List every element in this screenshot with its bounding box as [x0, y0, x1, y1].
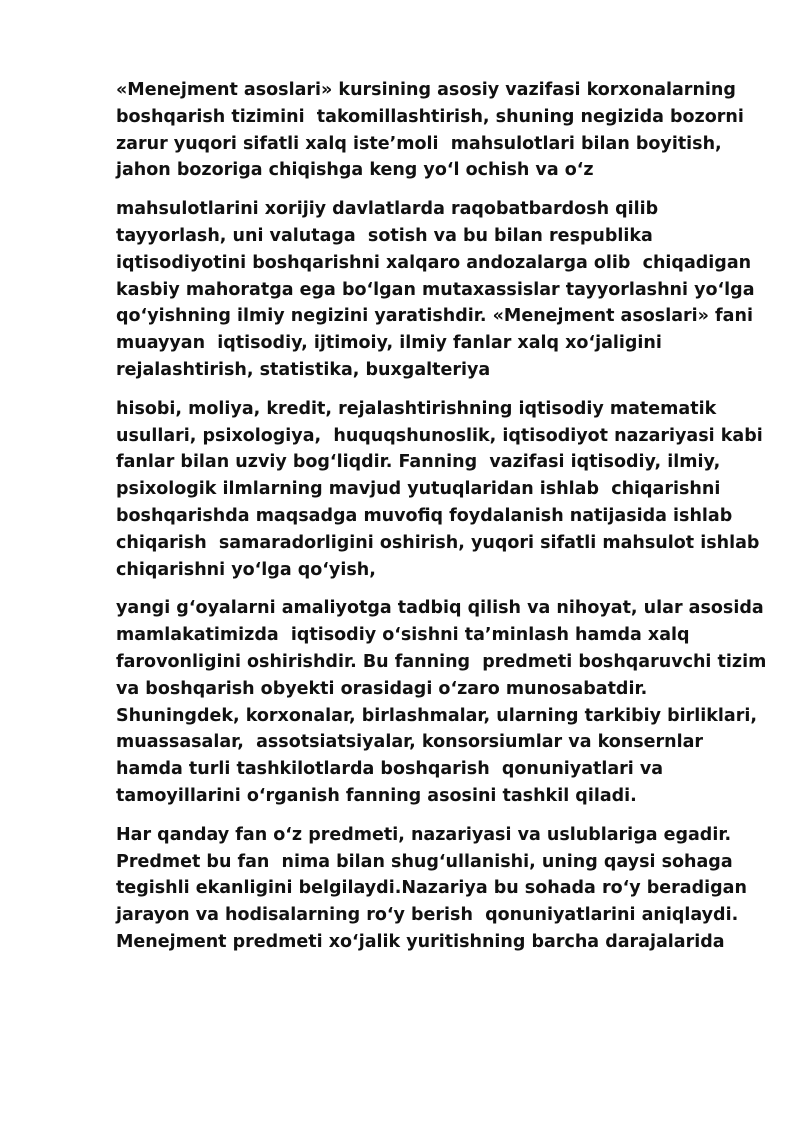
paragraph-3 [116, 396, 763, 584]
text-line: psixologik ilmlarning mavjud yutuqlaridan ishlab chiqarishni [116, 479, 721, 500]
text-line: muayyan iqtisodiy, ijtimoiy, ilmiy fanlar xalq xo‘jaligini [116, 333, 662, 354]
text-line: iqtisodiyotini boshqarishni xalqaro andozalarga olib chiqadigan [116, 252, 752, 273]
text-line: mahsulotlarini xorijiy davlatlarda raqobatbardosh qilib [116, 199, 659, 220]
text-line: boshqarish tizimini takomillashtirish, shuning negizida bozorni [116, 106, 744, 127]
text-line: Predmet bu fan nima bilan shug‘ullanishi, uning qaysi sohaga [116, 851, 733, 872]
text-line: va boshqarish obyekti orasidagi o‘zaro munosabatdir. [116, 678, 648, 699]
text-line: chiqarish samaradorligini oshirish, yuqori sifatli mahsulot ishlab [116, 532, 760, 553]
text-line: hisobi, moliya, kredit, rejalashtirishning iqtisodiy matematik [116, 398, 717, 419]
text-line: chiqarishni yo‘lga qo‘yish, [116, 559, 376, 580]
text-line: rejalashtirish, statistika, buxgalteriya [116, 359, 491, 380]
text-line: muassasalar, assotsiatsiyalar, konsorsiumlar va konsernlar [116, 732, 704, 753]
text-line: tegishli ekanligini belgilaydi.Nazariya bu sohada ro‘y beradigan [116, 878, 747, 899]
text-line: tayyorlash, uni valutaga sotish va bu bilan respublika [116, 225, 653, 246]
text-line: kasbiy mahoratga ega bo‘lgan mutaxassislar tayyorlashni yo‘lga [116, 279, 755, 300]
text-line: mamlakatimizda iqtisodiy o‘sishni ta’minlash hamda xalq [116, 625, 690, 646]
text-line: Har qanday fan o‘z predmeti, nazariyasi va uslublariga egadir. [116, 824, 732, 845]
text-line: «Menejment asoslari» kursining asosiy vazifasi korxonalarning [116, 80, 736, 100]
paragraph-5 [116, 822, 756, 956]
text-line: tamoyillarini o‘rganish fanning asosini tashkil qiladi. [116, 785, 637, 806]
paragraph-1 [116, 77, 756, 184]
text-line: Shuningdek, korxonalar, birlashmalar, ularning tarkibiy birliklari, [116, 705, 758, 726]
text-line: qo‘yishning ilmiy negizini yaratishdir. «Menejment asoslari» fani [116, 306, 753, 327]
text-line: jarayon va hodisalarning ro‘y berish qonuniyatlarini aniqlaydi. [116, 905, 739, 926]
document-page [116, 77, 767, 968]
text-line: zarur yuqori sifatli xalq iste’moli mahsulotlari bilan boyitish, [116, 133, 722, 154]
text-line: fanlar bilan uzviy bog‘liqdir. Fanning vazifasi iqtisodiy, ilmiy, [116, 452, 721, 473]
text-line: usullari, psixologiya, huquqshunoslik, iqtisodiyot nazariyasi kabi [116, 425, 763, 446]
paragraph-4 [116, 595, 767, 809]
text-line: Menejment predmeti xo‘jalik yuritishning barcha darajalarida [116, 931, 725, 952]
text-line: farovonligini oshirishdir. Bu fanning predmeti boshqaruvchi tizim [116, 651, 767, 672]
text-line: jahon bozoriga chiqishga keng yo‘l ochish va o‘z [116, 160, 594, 181]
text-line: hamda turli tashkilotlarda boshqarish qonuniyatlari va [116, 759, 664, 780]
text-line: yangi g‘oyalarni amaliyotga tadbiq qilish va nihoyat, ular asosida [116, 598, 764, 619]
paragraph-2 [116, 196, 756, 384]
text-line: boshqarishda maqsadga muvofiq foydalanish natijasida ishlab [116, 505, 733, 526]
